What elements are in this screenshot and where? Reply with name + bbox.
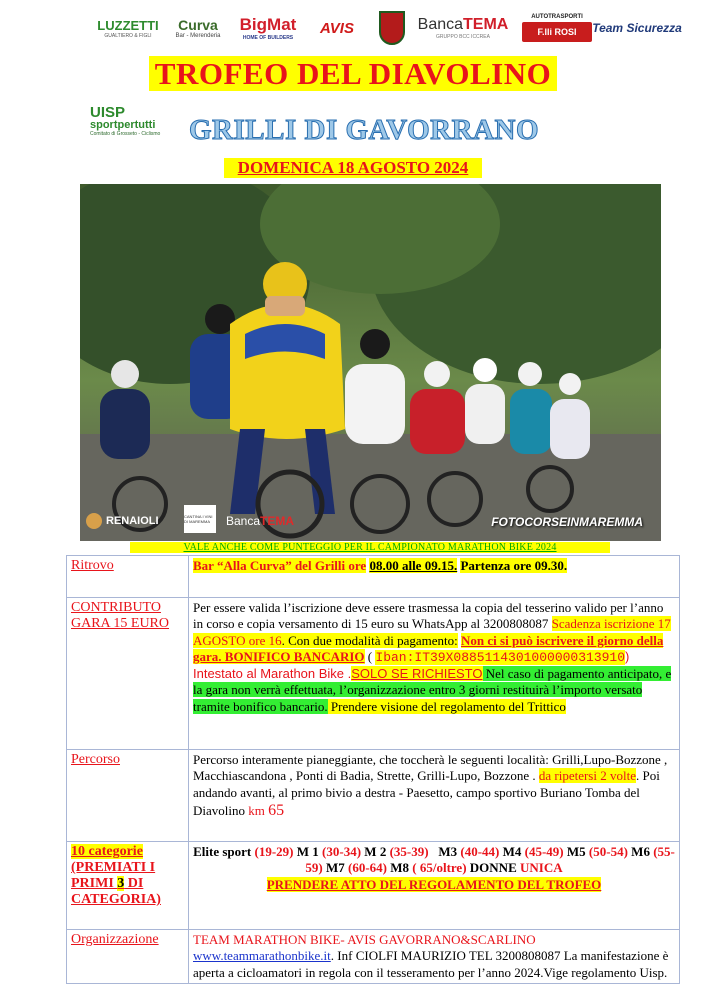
trittico-text: Prendere visione del regolamento del Trittico (327, 698, 566, 714)
category-range: (40-44) (460, 844, 500, 859)
distance-value: 65 (268, 801, 285, 819)
category-name: M7 (325, 860, 345, 876)
avis-logo (304, 8, 370, 48)
banca-tema-logo-text: BancaTEMA (417, 16, 509, 33)
avis-logo-text: AVIS (320, 19, 354, 37)
luzzetti-logo-sub: GUALTIERO & FIGLI (104, 32, 152, 39)
deadline-text: Scadenza iscrizione 17 AGOSTO ore 16 (193, 616, 671, 648)
category-name: M6 (631, 844, 650, 859)
iban-text: Iban:IT39X0885114301000000313910 (375, 649, 626, 665)
photo-banca-tema-logo: Banca TEMA (226, 514, 295, 528)
category-range: (60-64) (347, 860, 387, 876)
ritrovo-location: Bar “Alla Curva” del Grilli ore (193, 558, 367, 573)
value-ritrovo (189, 556, 680, 598)
value-organizzazione (189, 930, 680, 984)
banca-tema-logo-sub: GRUPPO BCC ICCREA (436, 34, 490, 40)
categories-count: 10 categorie (71, 844, 143, 859)
category-range: (55-59) (305, 844, 675, 876)
category-name: M8 (390, 860, 410, 876)
category-range: (35-39) (389, 844, 429, 859)
category-range: (19-29) (254, 844, 294, 859)
category-name: M5 (566, 844, 586, 859)
category-list (193, 844, 675, 875)
label-contributo: CONTRIBUTO GARA 15 EURO (67, 598, 189, 750)
team-sicurezza-text: Team Sicurezza (592, 21, 682, 35)
label-categorie: 10 categorie (PREMIATI I PRIMI 3 DI CATEGORIA) (67, 842, 189, 930)
women-category-single: UNICA (520, 860, 563, 876)
category-range: (50-54) (588, 844, 628, 859)
truck-icon: F.lli ROSI (522, 22, 592, 42)
category-name: M 1 (296, 844, 319, 859)
alla-curva-logo (170, 8, 226, 48)
payment-modes-text: . Con due modalità di pagamento: (281, 632, 458, 648)
contributo-text: Per essere valida l’iscrizione deve essere trasmessa la copia del tesserino valido per l’anno in corso e copia versamento di 15 euro su WhatsApp al 3200808087 (193, 600, 664, 632)
category-name: M3 (438, 844, 458, 859)
on-request-text: SOLO SE RICHIESTO (351, 666, 483, 681)
uisp-logo-text: UISP (90, 104, 126, 121)
laps-text: da ripetersi 2 volte (538, 768, 636, 784)
renaioli-logo: RENAIOLI (86, 509, 159, 533)
no-same-day-text: Non ci si può iscrivere il giorno della gara. BONIFICO BANCARIO (193, 632, 664, 664)
category-range: ( 65/oltre) (412, 860, 467, 876)
luzzetti-logo (96, 8, 160, 48)
championship-banner: VALE ANCHE COME PUNTEGGIO PER IL CAMPIONATO MARATHON BIKE 2024 (130, 542, 610, 553)
organizer-info-text: . Inf CIOLFI MAURIZIO TEL 3200808087 La manifestazione è aperta a cicloamatori in regola con il tesseramento per l’anno 2024.Vige regolamento Uisp. (193, 948, 669, 980)
value-categorie (189, 842, 680, 930)
sponsor-strip (96, 8, 682, 48)
category-name: M4 (502, 844, 522, 859)
photo-watermark: FOTOCORSEINMAREMMA (491, 515, 643, 529)
page-title: TROFEO DEL DIAVOLINO (0, 56, 706, 92)
uisp-logo (90, 104, 162, 137)
value-percorso (189, 750, 680, 842)
row-percorso (67, 750, 680, 842)
category-name: Elite sport (193, 844, 252, 859)
percorso-finish-text: . Poi andando avanti, al primo bivio a destra - Paesetto, campo sportivo Buriano Tomba del Diavolino (193, 768, 660, 818)
cyclists-photo-illustration (80, 184, 661, 541)
luzzetti-logo-text: LUZZETTI (97, 17, 159, 33)
row-ritrovo (67, 556, 680, 598)
iban-holder-text: ) Intestato al Marathon Bike . (193, 648, 630, 681)
alla-curva-logo-sub: Bar - Merenderia (175, 33, 221, 39)
cyclists-photo (80, 184, 661, 541)
percorso-text: Percorso interamente pianeggiante, che toccherà le seguenti località: Grilli,Lupo-Bozzone , Macchiascandona , Ponti di Badia, Strette, Grilli-Lupo, Bozzone . (193, 752, 668, 784)
alla-curva-logo-text: Curva (178, 17, 218, 33)
regulation-notice: PRENDERE ATTO DEL REGOLAMENTO DEL TROFEO (266, 876, 602, 892)
bigmat-logo-text: BigMat (239, 15, 297, 34)
category-name: M 2 (364, 844, 387, 859)
organizer-website-link[interactable]: www.teammarathonbike.it (193, 948, 331, 964)
row-contributo (67, 598, 680, 750)
organizer-team: TEAM MARATHON BIKE- AVIS GAVORRANO&SCARLINO (193, 932, 536, 947)
ritrovo-time: 08.00 alle 09.15. (369, 558, 458, 573)
event-date: DOMENICA 18 AGOSTO 2024 (224, 158, 482, 178)
uisp-logo-committee: Comitato di Grosseto - Ciclismo (90, 131, 161, 137)
row-categorie (67, 842, 680, 930)
uisp-logo-tagline: sportpertutti (90, 119, 156, 131)
prized-count: 3 (117, 876, 125, 891)
label-ritrovo: Ritrovo (67, 556, 189, 598)
banca-tema-logo (418, 8, 508, 48)
cantina-logo: CANTINA I VINI DI MAREMMA (184, 505, 216, 533)
ritrovo-start: Partenza ore 09.30. (460, 558, 568, 573)
autotrasporti-rosi-logo (520, 8, 594, 48)
bigmat-logo-sub: HOME OF BUILDERS (242, 35, 294, 41)
label-percorso: Percorso (67, 750, 189, 842)
refund-text: Nel caso di pagamento anticipato, e la gara non verrà effettuata, l’organizzazione entro 3 giorni restituirà l’importo versato tramite bonifico bancario. (193, 666, 672, 714)
event-subtitle: GRILLI DI GAVORRANO (189, 114, 539, 146)
label-organizzazione: Organizzazione (67, 930, 189, 984)
row-organizzazione (67, 930, 680, 984)
value-contributo: Per essere valida l’iscrizione deve essere trasmessa la copia del tesserino valido per l’anno in corso e copia versamento di 15 euro su WhatsApp al 3200808087 Scadenza iscrizione 17 AGOSTO ore 16. Con due modalità di pagamento: Non ci si può iscrivere il giorno della gara. BONIFICO BANCARIO ( Iban:IT39X0885114301000000313910) Intestato al Marathon Bike .SOLO SE RICHIESTO Nel caso di pagamento anticipato, e la gara non verrà effettuata, l’organizzazione entro 3 giorni restituirà l’importo versato tramite bonifico bancario. Prendere visione del regolamento del Trittico (189, 598, 680, 750)
category-range: (45-49) (524, 844, 564, 859)
autotrasporti-label: AUTOTRASPORTI (531, 14, 583, 20)
municipal-crest-icon (376, 8, 408, 48)
distance-unit: km (248, 802, 265, 818)
category-range: (30-34) (322, 844, 362, 859)
team-sicurezza-logo (592, 8, 682, 48)
women-category: DONNE (469, 860, 517, 876)
event-info-table (66, 555, 680, 984)
bigmat-logo (238, 8, 298, 48)
